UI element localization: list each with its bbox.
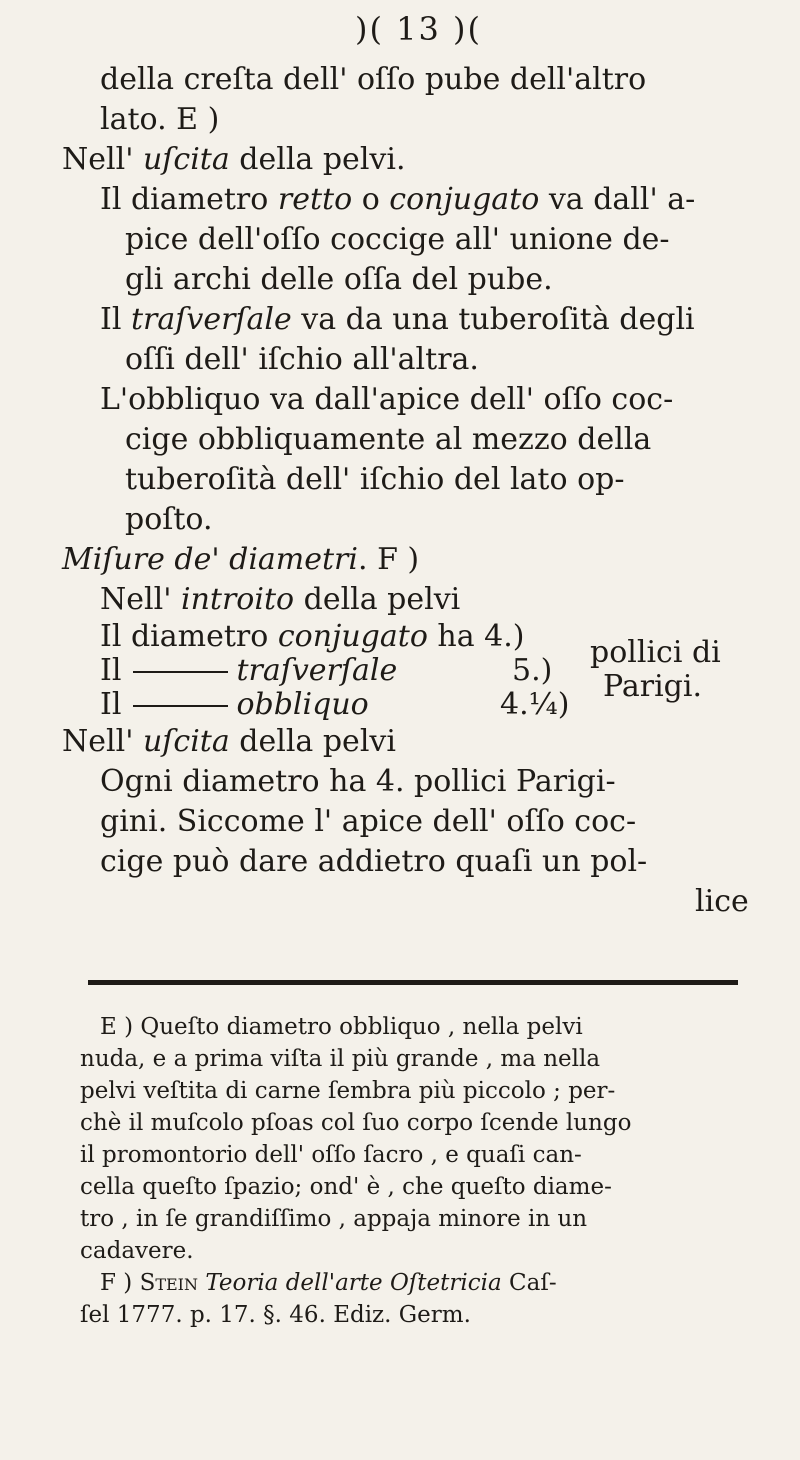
text-line: gli archi delle oſſa del pube. bbox=[125, 262, 553, 297]
italic-term: conjugato bbox=[389, 182, 540, 217]
text-line: oſſi dell' iſchio all'altra. bbox=[125, 342, 479, 377]
footnote-line: cadavere. bbox=[80, 1238, 194, 1264]
section-heading: Miſure de' diametri. F ) bbox=[62, 542, 420, 577]
page-number-header: )( 13 )( bbox=[355, 10, 482, 48]
footnote-line: E ) Queſto diametro obbliquo , nella pelvi bbox=[100, 1014, 583, 1040]
text-line: poſto. bbox=[125, 502, 213, 537]
text-line: cige può dare addietro quaſi un pol- bbox=[100, 844, 648, 879]
ditto-dash bbox=[133, 705, 228, 707]
text-line: lice bbox=[695, 884, 749, 919]
italic-term: introito bbox=[180, 582, 295, 617]
footnote-line: pelvi veſtita di carne ſembra più piccolo ; per- bbox=[80, 1078, 616, 1104]
text-line: cige obbliquamente al mezzo della bbox=[125, 422, 652, 457]
text-line: gini. Siccome l' apice dell' oſſo coc- bbox=[100, 804, 637, 839]
text-line: L'obbliquo va dall'apice dell' oſſo coc- bbox=[100, 382, 674, 417]
italic-term: retto bbox=[277, 182, 353, 217]
text-line: lato. E ) bbox=[100, 102, 220, 137]
footnote-line: cella queſto ſpazio; ond' è , che queſto diame- bbox=[80, 1174, 612, 1200]
footnote-divider bbox=[88, 980, 738, 985]
author-name: Stein bbox=[139, 1270, 198, 1296]
italic-term: uſcita bbox=[142, 142, 230, 177]
text-line: Nell' uſcita della pelvi bbox=[62, 724, 396, 759]
text-line: Ogni diametro ha 4. pollici Parigi- bbox=[100, 764, 616, 799]
footnote-line: ſel 1777. p. 17. §. 46. Ediz. Germ. bbox=[80, 1302, 471, 1328]
text-line: Nell' introito della pelvi bbox=[100, 582, 461, 617]
measure-row-conjugato: Il diametro conjugato ha 4.) bbox=[100, 619, 525, 654]
measure-value: 5.) bbox=[512, 653, 553, 688]
text-line: della creſta dell' oſſo pube dell'altro bbox=[100, 62, 647, 97]
italic-term: traſverſale bbox=[130, 302, 292, 337]
book-title: Teoria dell'arte Oſtetricia bbox=[205, 1270, 502, 1296]
text-line: Il diametro retto o conjugato va dall' a- bbox=[100, 182, 696, 217]
text-line: pice dell'oſſo coccige all' unione de- bbox=[125, 222, 670, 257]
unit-label: pollici di bbox=[590, 635, 721, 670]
text-line: Il traſverſale va da una tuberoſità degli bbox=[100, 302, 695, 337]
measure-row-obbliquo: Il obbliquo bbox=[100, 687, 369, 722]
italic-term: uſcita bbox=[142, 724, 230, 759]
measure-value: 4.¼) bbox=[500, 687, 570, 722]
footnote-line: chè il muſcolo pſoas col ſuo corpo ſcende lungo bbox=[80, 1110, 632, 1136]
unit-label: Parigi. bbox=[603, 669, 702, 704]
footnote-line: nuda, e a prima viſta il più grande , ma nella bbox=[80, 1046, 601, 1072]
ditto-dash bbox=[133, 671, 228, 673]
footnote-line: F ) Stein Teoria dell'arte Oſtetricia Caſ- bbox=[100, 1270, 557, 1296]
measure-row-trasversale: Il traſverſale bbox=[100, 653, 398, 688]
text-line: Nell' uſcita della pelvi. bbox=[62, 142, 406, 177]
footnote-line: il promontorio dell' oſſo ſacro , e quaſi can- bbox=[80, 1142, 582, 1168]
footnote-line: tro , in ſe grandiſſimo , appaja minore in un bbox=[80, 1206, 588, 1232]
text-line: tuberoſità dell' iſchio del lato op- bbox=[125, 462, 625, 497]
